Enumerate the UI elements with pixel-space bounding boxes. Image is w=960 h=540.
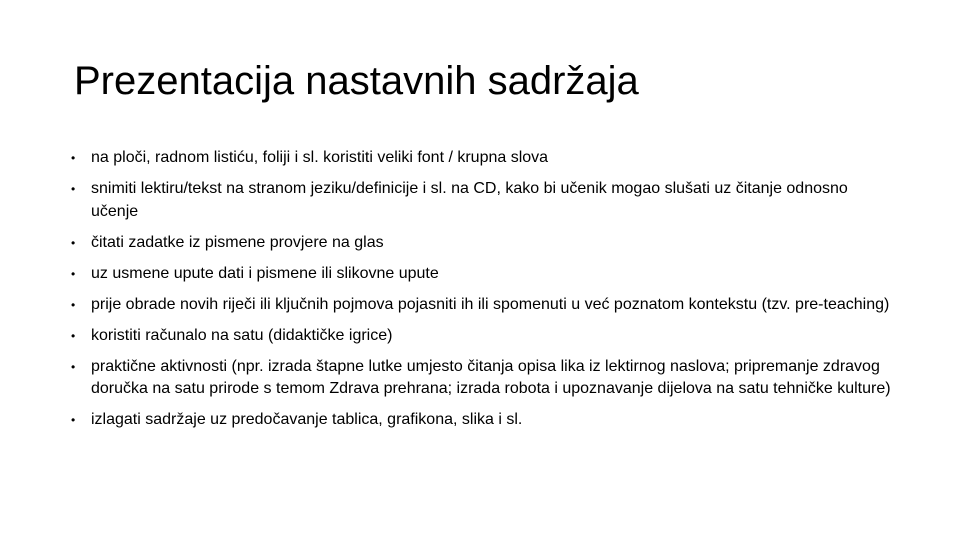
bullet-text: uz usmene upute dati i pismene ili slikovne upute [91,264,439,282]
bullet-item-6 [68,325,898,348]
bullet-text: izlagati sadržaje uz predočavanje tablica, grafikona, slika i sl. [91,411,523,428]
bullet-text: koristiti računalo na satu (didaktičke igrice) [91,326,393,344]
bullet-marker: • [71,297,76,312]
bullet-text: snimiti lektiru/tekst na stranom jeziku/definicije i sl. na CD, kako bi učenik mogao slušati uz čitanje odnosno učenje [91,180,848,220]
bullet-text: na ploči, radnom listiću, foliji i sl. koristiti veliki font / krupna slova [91,149,549,166]
bullet-item-8 [68,409,898,432]
bullet-marker: • [71,151,76,165]
bullet-marker: • [71,182,76,196]
bullet-marker: • [71,235,76,250]
bullet-marker: • [71,328,76,343]
bullet-text: prije obrade novih riječi ili ključnih pojmova pojasniti ih ili spomenuti u već poznatom kontekstu (tzv. pre-teaching) [91,295,890,313]
slide-title: Prezentacija nastavnih sadržaja [74,59,639,103]
bullet-marker: • [71,359,76,374]
bullet-item-1 [68,147,898,170]
bullet-item-3 [68,232,898,255]
bullet-marker: • [71,266,76,281]
bullet-item-5 [68,294,898,317]
bullet-item-2 [68,178,898,223]
bullet-text: čitati zadatke iz pismene provjere na glas [91,233,384,251]
bullet-list [68,147,898,440]
bullet-item-7 [68,356,898,401]
bullet-item-4 [68,263,898,286]
bullet-marker: • [71,413,76,427]
bullet-text: praktične aktivnosti (npr. izrada štapne lutke umjesto čitanja opisa lika iz lektirnog naslova; pripremanje zdravog doručka na satu prirode s temom Zdrava prehrana; izrada robota i upoznavanje dijelova na satu tehničke kulture) [91,357,891,397]
